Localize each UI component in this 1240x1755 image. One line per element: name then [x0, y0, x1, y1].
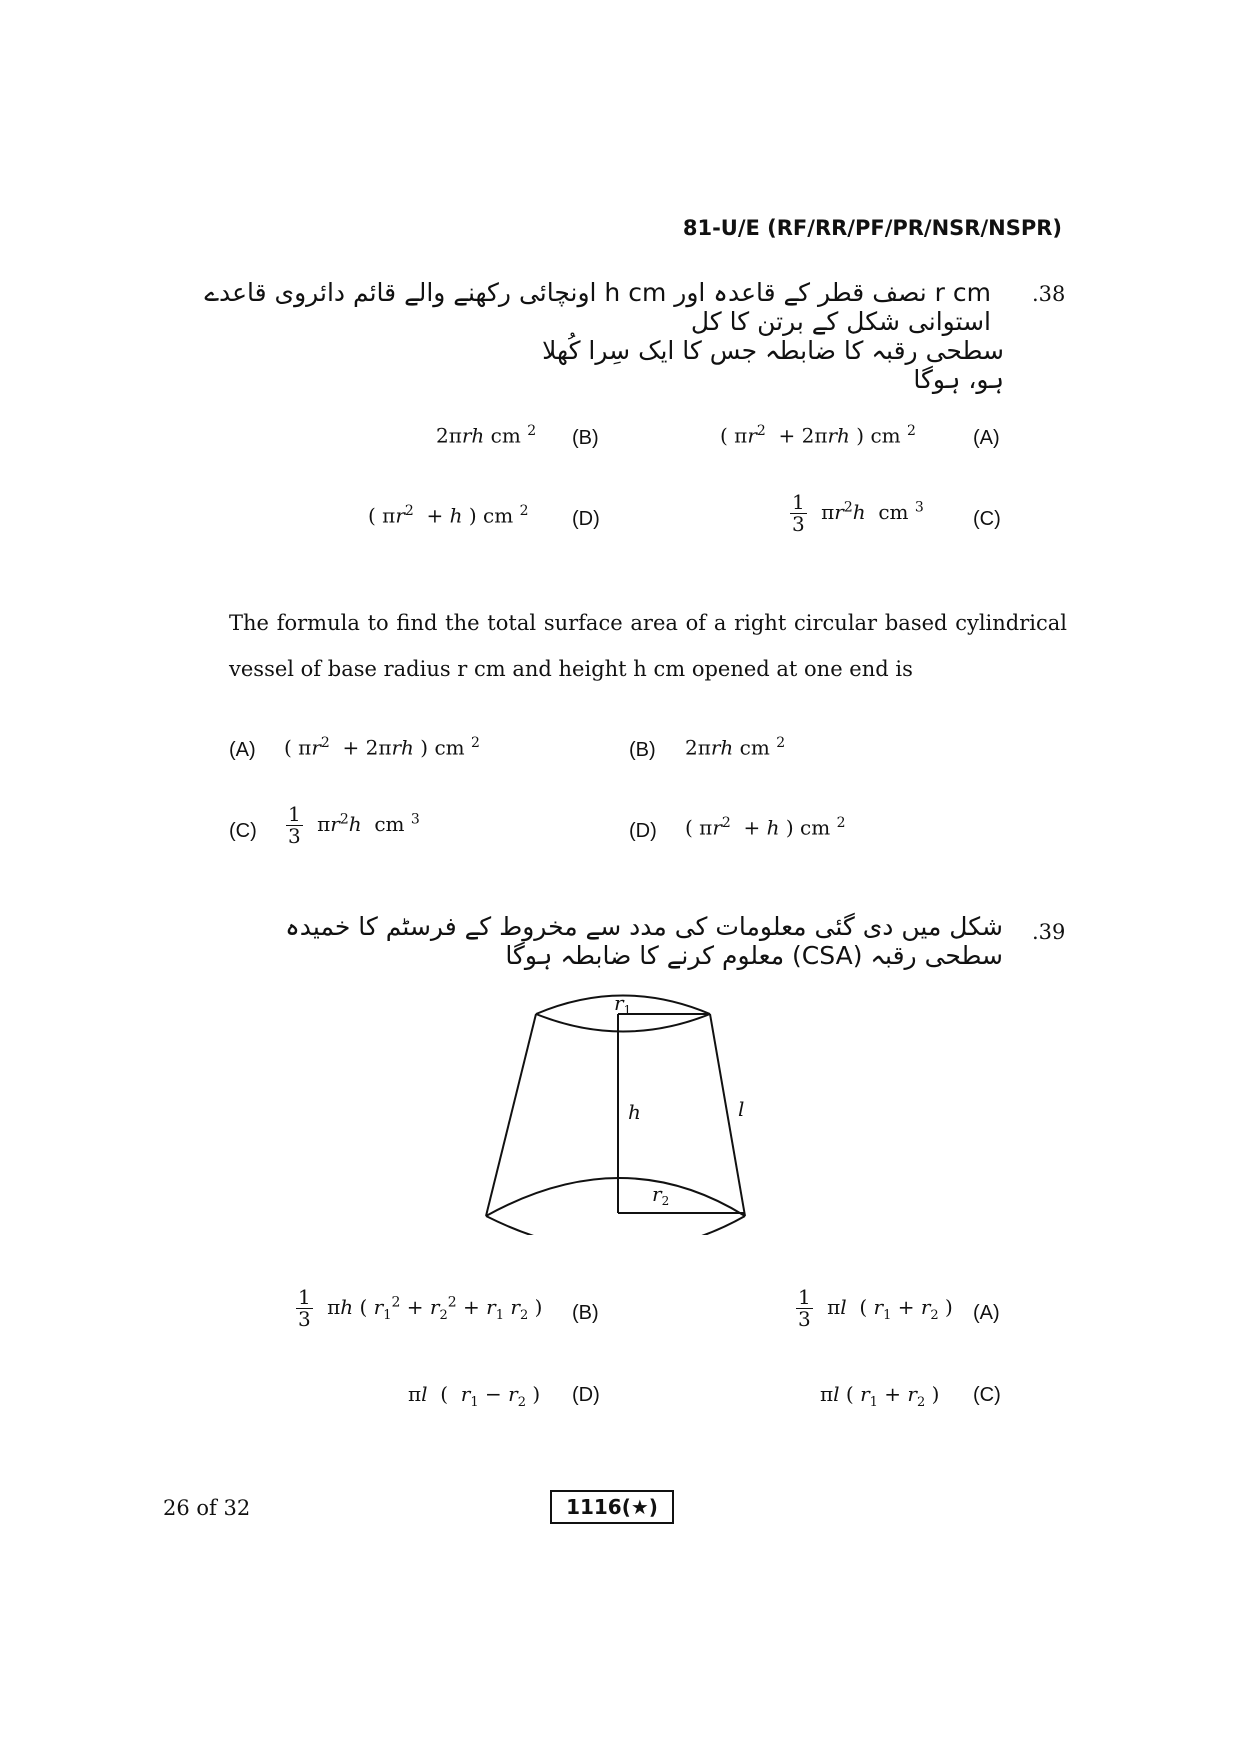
label-r2: $r_2$: [652, 1182, 670, 1208]
q38-english-option-a-label: (A): [229, 739, 256, 761]
q39-option-b-formula: $\frac{1}{3}$ πh ( $r_1^2 + r_2^2 + r_1$ $r_2$ ): [298, 1285, 543, 1331]
q38-urdu-option-d-label: (D): [572, 508, 600, 530]
question-39-number: .39: [1032, 920, 1066, 944]
frustum-bottom-back-arc: [486, 1178, 745, 1216]
label-l: l: [738, 1097, 745, 1121]
question-38-urdu-line2: سطحی رقبہ کا ضابطہ جس کا ایک سِرا کُھلا ہو، ہوگا: [542, 336, 1004, 394]
q38-english-option-d-formula: ( $\pi r^2 + h$ ) cm $^2$: [685, 815, 846, 840]
label-h: h: [628, 1100, 641, 1124]
q39-option-a-formula: $\frac{1}{3}$ πl ( $r_1 + r_2$ ): [798, 1285, 953, 1331]
q38-urdu-option-b-formula: 2πrh cm $^2$: [436, 423, 537, 448]
q38-english-option-b-label: (B): [629, 739, 656, 761]
q39-option-b-label: (B): [572, 1302, 599, 1324]
frustum-left-slant: [486, 1014, 536, 1216]
label-r1: $r_1$: [614, 991, 632, 1017]
page-number: 26 of 32: [163, 1496, 251, 1520]
q39-option-d-label: (D): [572, 1384, 600, 1406]
q38-urdu-option-a-label: (A): [973, 427, 1000, 449]
question-38-number: .38: [1032, 282, 1066, 306]
q38-english-option-d-label: (D): [629, 820, 657, 842]
q38-english-option-c-formula: $\frac{1}{3}$ $\pi r^2h$ cm $^3$: [288, 802, 420, 848]
q38-urdu-option-b-label: (B): [572, 427, 599, 449]
exam-code-header: 81-U/E (RF/RR/PF/PR/NSR/NSPR): [682, 216, 1062, 240]
q39-option-c-label: (C): [973, 1384, 1001, 1406]
q38-urdu-option-d-formula: ( $\pi r^2 + h$ ) cm $^2$: [368, 503, 529, 528]
q39-option-c-formula: πl ( $r_1 + r_2$ ): [820, 1382, 940, 1410]
q38-urdu-option-c-label: (C): [973, 508, 1001, 530]
q38-urdu-option-c-formula: $\frac{1}{3}$ $\pi r^2h$ cm $^3$: [792, 490, 924, 536]
q39-option-a-label: (A): [973, 1302, 1000, 1324]
q38-english-option-a-formula: ( $\pi r^2 + 2\pi rh$ ) cm $^2$: [284, 735, 480, 760]
frustum-figure: [470, 985, 760, 1235]
q38-urdu-option-a-formula: ( $\pi r^2 + 2\pi rh$ ) cm $^2$: [720, 423, 916, 448]
frustum-bottom-front-arc: [486, 1216, 745, 1235]
question-38-english-text: The formula to find the total surface area of a right circular based cylindrical vessel of base radius r cm and height h cm opened at one end is: [229, 611, 1067, 681]
q39-option-d-formula: πl ( $r_1 - r_2$ ): [408, 1382, 541, 1410]
question-39-urdu-text: شکل میں دی گئی معلومات کی مدد سے مخروط کے فرسٹم کا خمیدہ سطحی رقبہ (CSA) معلوم کرنے کا ضابطہ ہوگا: [285, 912, 1003, 970]
question-38-urdu-line1: r cm نصف قطر کے قاعدہ اور h cm اونچائی رکھنے والے قائم دائروی قاعدے استوانی شکل کے برتن کا کل: [204, 278, 991, 336]
q38-english-option-c-label: (C): [229, 820, 257, 842]
q38-english-option-b-formula: 2πrh cm $^2$: [685, 735, 786, 760]
booklet-code-box: 1116(★): [550, 1490, 674, 1524]
